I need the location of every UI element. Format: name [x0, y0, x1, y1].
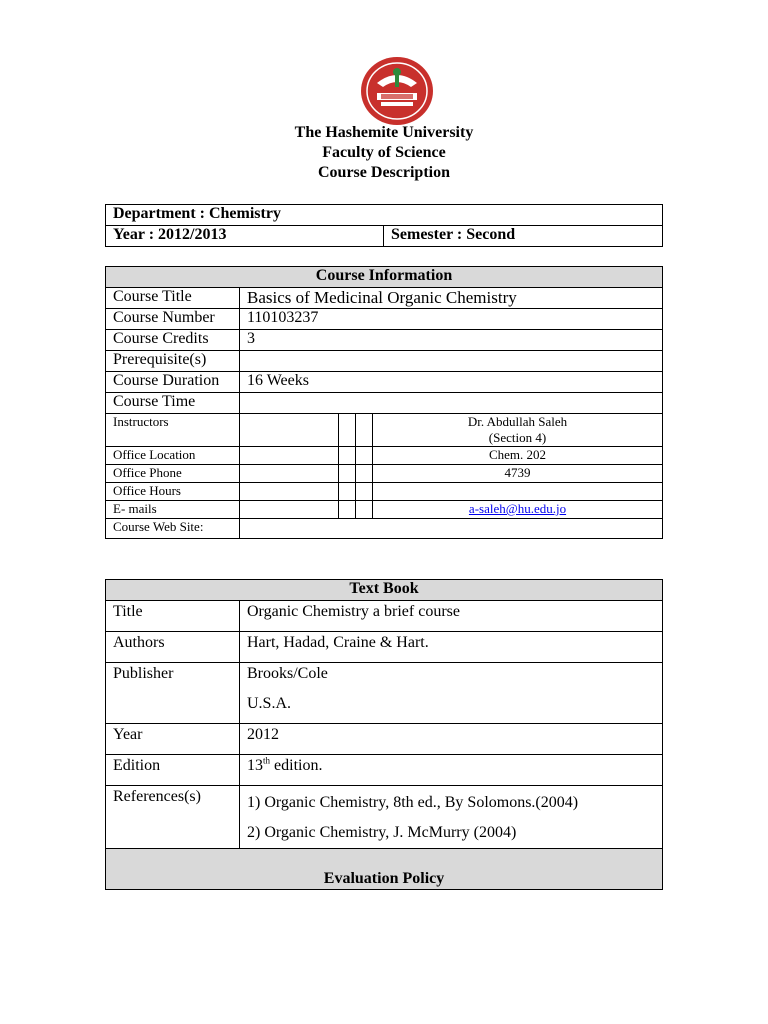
references-label: References(s)	[106, 786, 240, 849]
faculty-name: Faculty of Science	[322, 144, 446, 161]
instructors-narrow-cell	[339, 414, 356, 447]
course-duration-value: 16 Weeks	[240, 372, 663, 393]
course-number-label: Course Number	[106, 309, 240, 330]
book-title-value: Organic Chemistry a brief course	[240, 601, 663, 632]
semester-cell: Semester : Second	[384, 226, 663, 247]
evaluation-policy-header: Evaluation Policy	[106, 849, 663, 890]
course-credits-value: 3	[240, 330, 663, 351]
instructor-email-link[interactable]: a-saleh@hu.edu.jo	[468, 501, 567, 516]
email-cell	[373, 501, 663, 519]
office-location-label: Office Location	[106, 447, 240, 465]
prerequisites-label: Prerequisite(s)	[106, 351, 240, 372]
department-table	[105, 204, 663, 247]
course-website-value	[240, 519, 663, 539]
year-value: 2012	[240, 724, 663, 755]
edition-word: edition.	[270, 757, 323, 774]
office-hours-label: Office Hours	[106, 483, 240, 501]
publisher-cell	[240, 663, 663, 724]
reference-item: 1) Organic Chemistry, 8th ed., By Solomons.(2004)	[247, 794, 579, 811]
text-book-header: Text Book	[106, 580, 663, 601]
course-website-label: Course Web Site:	[106, 519, 240, 539]
prerequisites-value	[240, 351, 663, 372]
edition-suffix: th	[263, 755, 271, 766]
instructor-cell	[373, 414, 663, 447]
office-hours-value	[373, 483, 663, 501]
department-cell: Department : Chemistry	[106, 205, 663, 226]
university-name: The Hashemite University	[294, 124, 474, 141]
course-credits-label: Course Credits	[106, 330, 240, 351]
course-information-table	[105, 266, 663, 539]
course-title-label: Course Title	[106, 288, 240, 309]
office-location-value: Chem. 202	[373, 447, 663, 465]
text-book-table	[105, 579, 663, 890]
course-title-value: Basics of Medicinal Organic Chemistry	[240, 288, 663, 309]
instructors-blank-cell	[240, 414, 339, 447]
edition-value	[240, 755, 663, 786]
publisher-country: U.S.A.	[247, 695, 292, 712]
authors-value: Hart, Hadad, Craine & Hart.	[240, 632, 663, 663]
book-title-label: Title	[106, 601, 240, 632]
references-cell	[240, 786, 663, 849]
year-label: Year	[106, 724, 240, 755]
instructors-label: Instructors	[106, 414, 240, 447]
university-logo-icon	[359, 55, 435, 127]
course-information-header: Course Information	[106, 267, 663, 288]
publisher-value: Brooks/Cole	[247, 665, 328, 682]
reference-item: 2) Organic Chemistry, J. McMurry (2004)	[247, 824, 517, 841]
office-phone-label: Office Phone	[106, 465, 240, 483]
office-phone-value: 4739	[373, 465, 663, 483]
document-title: Course Description	[318, 164, 450, 181]
course-duration-label: Course Duration	[106, 372, 240, 393]
course-time-value	[240, 393, 663, 414]
instructors-narrow-cell	[356, 414, 373, 447]
course-number-value: 110103237	[240, 309, 663, 330]
instructor-section: (Section 4)	[488, 430, 547, 445]
publisher-label: Publisher	[106, 663, 240, 724]
edition-number: 13	[247, 757, 263, 774]
instructor-name: Dr. Abdullah Saleh	[467, 414, 568, 429]
emails-label: E- mails	[106, 501, 240, 519]
authors-label: Authors	[106, 632, 240, 663]
year-cell: Year : 2012/2013	[106, 226, 384, 247]
course-time-label: Course Time	[106, 393, 240, 414]
edition-label: Edition	[106, 755, 240, 786]
